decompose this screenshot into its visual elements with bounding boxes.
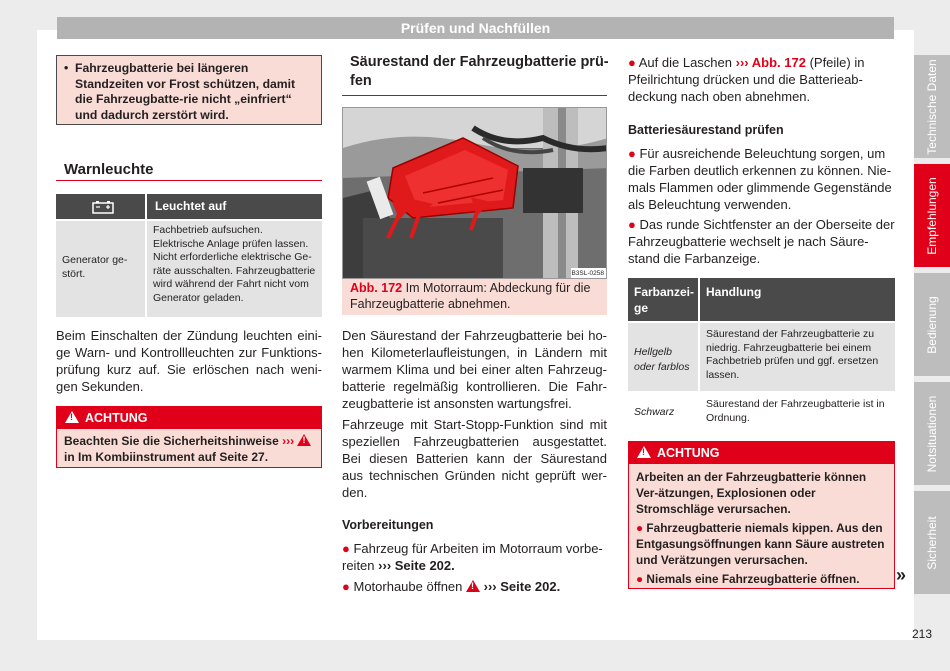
image-code: B3SL-0258 bbox=[571, 270, 604, 277]
warning-triangle-icon bbox=[466, 580, 480, 592]
seite-202-link[interactable]: ››› Seite 202. bbox=[378, 558, 455, 573]
farbanzeige-table bbox=[628, 278, 895, 431]
laschen-bullet: ● Auf die Laschen ››› Abb. 172 (Pfeile) in Pfeilrichtung drücken und die Batterieab-deckung nach oben abnehmen. bbox=[628, 55, 865, 104]
table-row bbox=[628, 393, 895, 431]
batteriesaeure-heading: Batteriesäurestand prüfen bbox=[628, 123, 784, 137]
warning-item: ● Niemals eine Fahrzeugbatterie öffnen. bbox=[636, 572, 860, 586]
beleuchtung-bullet: ● Für ausreichende Beleuchtung sorgen, um die Farben deutlich erkennen zu können. Nie-mals Flammen oder glimmende Gegenstände als Beleuchtung verwenden. bbox=[628, 146, 892, 212]
prep-bullet-2: ● Motorhaube öffnen ! ››› Seite 202. bbox=[342, 578, 607, 595]
warning-item: ● Fahrzeugbatterie niemals kippen. Aus den Entgasungsöffnungen kann Säure austreten und Verätzungen verursachen. bbox=[636, 521, 885, 567]
seite-202-link[interactable]: ››› Seite 202. bbox=[483, 579, 561, 594]
kombiinstrument-link[interactable]: Im Kombiinstrument auf Seite 27. bbox=[78, 449, 269, 464]
tab-empfehlungen[interactable]: Empfehlungen bbox=[914, 164, 950, 267]
middle-para-1: Den Säurestand der Fahrzeugbatterie bei ho-hen Kilometerlaufleistungen, in Ländern mit warmem Klima und bei einer alten Fahrzeug-batterie regelmäßig kontrollieren. Die Fahr-zeugbatterie ist ansonsten wartungsfrei. bbox=[342, 328, 607, 411]
heading-rule bbox=[56, 180, 322, 181]
prep-bullet-1: ● Fahrzeug für Arbeiten im Motorraum vorbe-reiten ››› Seite 202. bbox=[342, 541, 603, 573]
frost-note-box: • Fahrzeugbatterie bei längeren Standzeiten vor Frost schützen, damit die Fahrzeugbatte-rie nicht „einfriert“ und dadurch zerstört wird. bbox=[56, 55, 322, 125]
sichtfenster-bullet: ● Das runde Sichtfenster an der Oberseite der Fahrzeugbatterie wechselt je nach Säure-stand die Farbanzeige. bbox=[628, 217, 895, 266]
warning-intro: Arbeiten an der Fahrzeugbatterie können Ver-ätzungen, Explosionen oder Stromschläge verursachen. bbox=[636, 470, 867, 516]
tab-sicherheit[interactable]: Sicherheit bbox=[914, 491, 950, 594]
caption-label: Abb. 172 bbox=[350, 281, 403, 295]
action-cell: Säurestand der Fahrzeugbatterie zu niedrig. Fahrzeugbatterie bei einem Fachbetrieb prüfen und ggf. ersetzen lassen. bbox=[700, 323, 895, 391]
continue-marker: » bbox=[896, 565, 907, 585]
color-cell: Schwarz bbox=[628, 393, 700, 431]
warning-box-left: !ACHTUNG Beachten Sie die Sicherheitshinweise ››› ! in Im Kombiinstrument auf Seite 27. bbox=[56, 406, 322, 468]
page-number: 213 bbox=[912, 627, 933, 641]
warnleuchte-heading: Warnleuchte bbox=[64, 161, 154, 178]
tab-notsituationen[interactable]: Notsituationen bbox=[914, 382, 950, 485]
table-row bbox=[628, 323, 895, 391]
ref-arrows[interactable]: ››› bbox=[282, 434, 295, 448]
color-cell: Hellgelb oder farblos bbox=[628, 323, 700, 391]
abb-172-link[interactable]: ››› Abb. 172 bbox=[735, 55, 806, 70]
warning-header: !ACHTUNG bbox=[57, 407, 321, 429]
battery-icon bbox=[56, 194, 147, 219]
saeurestand-heading: Säurestand der Fahrzeugbatterie prü-fen bbox=[350, 54, 609, 89]
action-cell: Säurestand der Fahrzeugbatterie ist in Ordnung. bbox=[700, 393, 895, 431]
warnleuchte-table bbox=[56, 194, 322, 317]
row-text: Fachbetrieb aufsuchen. Elektrische Anlage prüfen lassen. Nicht erforderliche elektrische Ge-räte ausschalten. Fahrzeugbatterie wird während der Fahrt nicht vom Generator geladen. bbox=[147, 221, 322, 317]
page-header: Prüfen und Nachfüllen bbox=[57, 17, 894, 39]
middle-para-2: Fahrzeuge mit Start-Stopp-Funktion sind mit speziellen Fahrzeugbatterien ausgestattet. Bei diesen Batterien kann der Säurestand aus technischen Gründen nicht geprüft wer-den. bbox=[342, 417, 607, 500]
frost-note-text: Fahrzeugbatterie bei längeren Standzeiten vor Frost schützen, damit die Fahrzeugbatte-rie nicht „einfriert“ und dadurch zerstört wird. bbox=[75, 61, 296, 122]
table-header-leuchtet: Leuchtet auf bbox=[147, 194, 322, 219]
row-label: Generator ge-stört. bbox=[56, 221, 147, 317]
warning-header: !ACHTUNG bbox=[629, 442, 894, 464]
tab-technische-daten[interactable]: Technische Daten bbox=[914, 55, 950, 158]
warning-box-right bbox=[628, 441, 895, 589]
col-handlung: Handlung bbox=[700, 278, 895, 321]
zuendung-paragraph: Beim Einschalten der Zündung leuchten eini-ge Warn- und Kontrollleuchten zur Funktions-prüfung kurz auf. Sie erlöschen nach weni-gen Sekunden. bbox=[56, 328, 322, 394]
vorbereitungen-heading: Vorbereitungen bbox=[342, 518, 434, 532]
figure-caption: Abb. 172 Im Motorraum: Abdeckung für die Fahrzeugbatterie abnehmen. bbox=[342, 279, 607, 315]
table-row bbox=[56, 221, 322, 317]
warning-triangle-icon bbox=[65, 411, 79, 423]
col-farbanzeige: Farbanzei-ge bbox=[628, 278, 700, 321]
engine-bay-image bbox=[342, 107, 607, 279]
heading-rule bbox=[342, 95, 607, 96]
warning-triangle-icon bbox=[637, 446, 651, 458]
warning-triangle-icon bbox=[297, 434, 311, 446]
tab-bedienung[interactable]: Bedienung bbox=[914, 273, 950, 376]
